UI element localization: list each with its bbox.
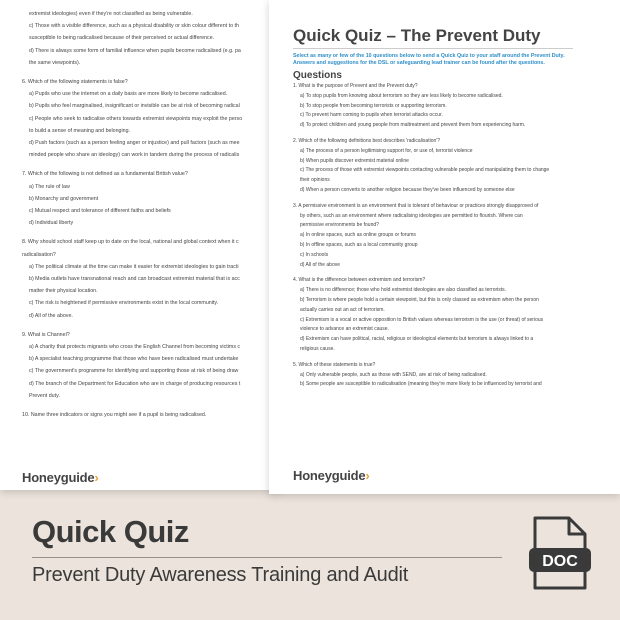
text-line: d) Extremism can have political, racial, religious or ideological elements but terrorism is always linked to a	[300, 336, 534, 343]
text-line: permissive environments be found?	[300, 222, 379, 229]
back-page-logo	[22, 470, 99, 485]
text-line: b) Terrorism is where people hold a certain viewpoint, but this is only classed as extremism when the person	[300, 296, 539, 303]
text-line: 7. Which of the following is not defined as a fundamental British value?	[22, 171, 188, 178]
text-line: d) Push factors (such as a person feeling anger or injustice) and pull factors (such as mee	[29, 140, 240, 147]
text-line: a) The political climate at the time can make it easier for extremist ideologies to gain tracti	[29, 263, 239, 270]
text-line: a) To stop pupils from knowing about terrorism so they are less likely to become radicalised.	[300, 92, 503, 99]
text-line: 1. What is the purpose of Prevent and the Prevent duty?	[293, 83, 418, 89]
text-line: actually carries out an act of terrorism.	[300, 306, 385, 313]
spacer	[22, 69, 280, 76]
spacer	[22, 402, 280, 409]
text-line: by others, such as an environment where radicalising ideologies are permitted to flourish. Where can	[300, 212, 523, 219]
text-line: 2. Which of the following definitions best describes 'radicalisation'?	[293, 137, 440, 144]
text-line: c) Mutual respect and tolerance of different faiths and beliefs	[29, 208, 171, 215]
text-line: c) In schools	[300, 251, 329, 258]
text-line: a) In online spaces, such as online groups or forums	[300, 232, 416, 239]
text-line: 5. Which of these statements is true?	[293, 361, 376, 368]
text-line: d) All of the above	[300, 261, 341, 268]
text-line: a) Only vulnerable people, such as those with SEND, are at risk of being radicalised.	[300, 371, 487, 378]
back-page-text	[22, 8, 280, 421]
text-line: 10. Name three indicators or signs you might see if a pupil is being radicalised.	[22, 412, 207, 419]
text-line: religious cause.	[300, 345, 335, 352]
logo-chevron-icon: ›	[365, 468, 370, 483]
footer-subtitle: Prevent Duty Awareness Training and Audit	[32, 564, 409, 586]
spacer	[22, 161, 280, 168]
text-line: b) When pupils discover extremist material online	[300, 157, 409, 164]
text-line: c) People who seek to radicalise others towards extremist viewpoints may exploit the perso	[29, 115, 243, 122]
front-page-logo	[293, 468, 370, 483]
text-line: d) Individual liberty	[29, 220, 74, 227]
text-line: b) Pupils who feel marginalised, insignificant or invisible can be at risk of becoming radical	[29, 103, 240, 110]
text-line: b) Monarchy and government	[29, 195, 99, 202]
front-page-text	[293, 82, 620, 390]
text-line: c) The government's programme for identifying and supporting those at risk of being draw	[29, 368, 239, 375]
text-line: b) A specialist teaching programme that those who have been radicalised must undertake	[29, 356, 239, 363]
text-line: d) When a person converts to another religion because they've been influenced by someone else	[300, 186, 515, 193]
spacer	[22, 322, 280, 329]
text-line: a) The rule of law	[29, 183, 70, 190]
front-page	[269, 0, 620, 494]
text-line: Prevent duty.	[29, 392, 60, 399]
text-line: d) To protect children and young people from maltreatment and prevent them from experiencing harm.	[300, 122, 526, 129]
text-line: matter their physical location.	[29, 288, 98, 295]
text-line: c) Extremism is a vocal or active opposition to British values whereas terrorism is the use (or threat) of serious	[300, 316, 544, 323]
text-line: 6. Which of the following statements is false?	[22, 79, 128, 86]
text-line: to build a sense of meaning and belonging.	[29, 127, 131, 134]
text-line: d) All of the above.	[29, 312, 73, 319]
footer-divider	[32, 557, 502, 558]
intro-line-1: Select as many or few of the 10 questions below to send a Quick Quiz to your staff around the Prevent Duty.	[293, 53, 565, 59]
text-line: c) To prevent harm coming to pupils when terrorist attacks occur.	[300, 112, 443, 119]
text-line: violence to advance an extremist cause.	[300, 326, 389, 333]
text-line: minded people who share an ideology) can work in tandem during the process of radicalis	[29, 152, 240, 159]
text-line: susceptible to being radicalised because of their perceived or actual difference.	[29, 35, 215, 42]
text-line: b) Some people are susceptible to radicalisation (meaning they're more likely to be influenced by terrorist and	[300, 381, 542, 388]
quiz-title: Quick Quiz – The Prevent Duty	[293, 26, 541, 45]
logo-text: Honeyguide	[293, 468, 366, 483]
logo-text: Honeyguide	[22, 470, 95, 485]
text-line: radicalisation?	[22, 251, 56, 258]
text-line: 3. A permissive environment is an environment that is tolerant of behaviour or practices strongly disapproved of	[293, 202, 539, 209]
text-line: a) Pupils who use the internet on a daily basis are more likely to become radicalised.	[29, 91, 228, 98]
text-line: c) Those with a visible difference, such as a physical disability or skin colour different to th	[29, 23, 239, 30]
file-type-label: DOC	[542, 553, 578, 570]
text-line: their opinions	[300, 177, 330, 184]
text-line: 8. Why should school staff keep up to date on the local, national and global context when it c	[22, 239, 239, 246]
questions-heading: Questions	[293, 70, 342, 81]
text-line: a) There is no difference; those who hold extremist ideologies are also classified as terrorists.	[300, 287, 507, 294]
text-line: the same viewpoints).	[29, 59, 81, 66]
title-divider	[293, 48, 573, 49]
doc-file-icon	[529, 516, 591, 592]
text-line: b) To stop people from becoming terrorists or supporting terrorism.	[300, 102, 447, 109]
intro-line-2: Answers and suggestions for the DSL or safeguarding lead trainer can be found after the questions.	[293, 60, 545, 66]
text-line: d) The branch of the Department for Education who are in charge of producing resources t	[29, 380, 241, 387]
text-line: a) A charity that protects migrants who cross the English Channel from becoming victims c	[29, 344, 241, 351]
logo-chevron-icon: ›	[94, 470, 99, 485]
text-line: 9. What is Channel?	[22, 331, 70, 338]
text-line: extremist ideologies) even if they're not classified as being vulnerable.	[29, 11, 193, 17]
text-line: b) In offline spaces, such as a local community group	[300, 241, 418, 248]
text-line: d) There is always some form of familial influence when pupils become radicalised (e.g. pa	[29, 47, 241, 54]
text-line: b) Media outlets have transnational reach and can broadcast extremist material that is acc	[29, 276, 240, 283]
spacer	[22, 229, 280, 236]
footer-title: Quick Quiz	[32, 514, 189, 549]
text-line: c) The process of those with extremist viewpoints contacting vulnerable people and manipulating them to change	[300, 167, 550, 174]
text-line: c) The risk is heightened if permissive environments exist in the local community.	[29, 300, 219, 307]
text-line: a) The process of a person legitimising support for, or use of, terrorist violence	[300, 147, 473, 154]
back-page	[0, 0, 280, 490]
text-line: 4. What is the difference between extremism and terrorism?	[293, 277, 426, 284]
